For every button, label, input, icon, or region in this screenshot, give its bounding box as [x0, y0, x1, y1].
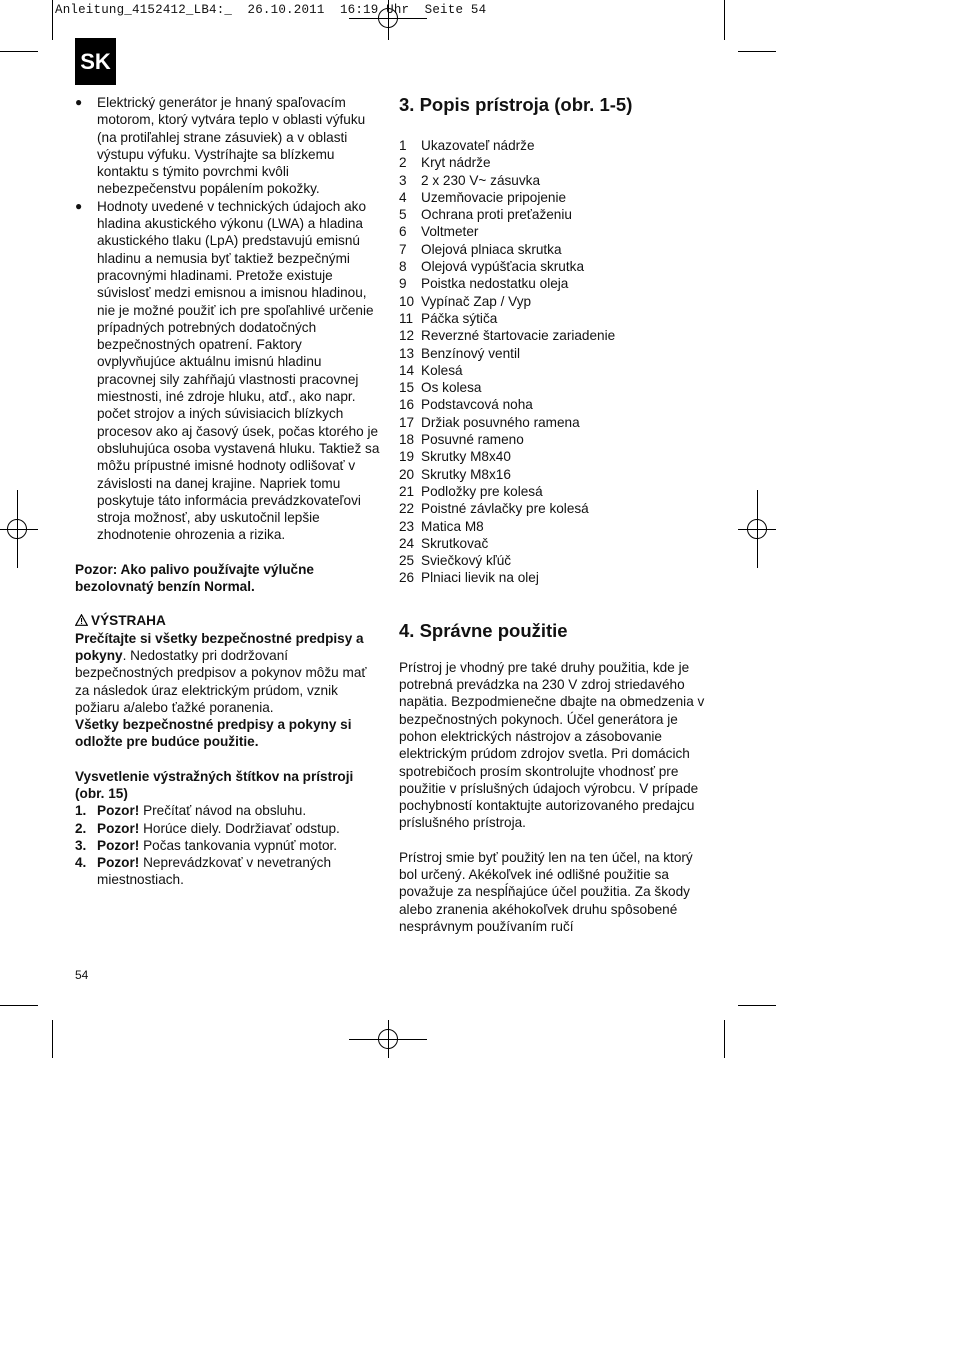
- part-name: Podstavcová noha: [421, 397, 533, 413]
- usage-paragraph: Prístroj smie byť použitý len na ten účel, na ktorý bol určený. Akékoľvek iné odlišné použitie sa považuje za nespĺňajúce účel použitia. Za škody alebo zranenia akéhokoľvek druhu spôsobené nesprávnym používaním ručí: [399, 849, 693, 934]
- crop-mark: [52, 1020, 53, 1058]
- part-number: 5: [399, 207, 407, 223]
- parts-list-item: [399, 448, 709, 465]
- part-name: Matica M8: [421, 518, 484, 534]
- part-name: Skrutky M8x40: [421, 449, 511, 465]
- part-name: Reverzné štartovacie zariadenie: [421, 328, 616, 344]
- part-number: 13: [399, 345, 415, 361]
- bullet-item: [75, 94, 380, 198]
- page-number: 54: [75, 968, 89, 982]
- warning-keep-note: Všetky bezpečnostné predpisy a pokyny si odložte pre budúce použitie.: [75, 717, 352, 750]
- part-number: 22: [399, 501, 415, 517]
- parts-list-item: [399, 345, 709, 362]
- crop-mark: [738, 1005, 776, 1006]
- crop-mark: [724, 1020, 725, 1058]
- part-name: Ukazovateľ nádrže: [421, 138, 535, 153]
- part-name: Poistné závlačky pre kolesá: [421, 501, 589, 517]
- part-number: 25: [399, 553, 415, 569]
- part-name: Benzínový ventil: [421, 345, 520, 361]
- part-number: 10: [399, 293, 415, 309]
- part-name: Vypínač Zap / Vyp: [421, 293, 532, 309]
- fuel-note: Pozor: Ako palivo používajte výlučne bezolovnatý benzín Normal.: [75, 561, 314, 595]
- list-item: 1. Pozor! Prečítať návod na obsluhu.: [75, 803, 307, 819]
- parts-list-item: [399, 518, 709, 535]
- warning-triangle-icon: [75, 614, 88, 626]
- parts-list-item: [399, 535, 709, 552]
- part-number: 20: [399, 466, 415, 482]
- left-column: [75, 94, 380, 889]
- part-number: 15: [399, 380, 415, 396]
- part-name: Uzemňovacie pripojenie: [421, 189, 567, 205]
- part-number: 17: [399, 414, 415, 430]
- section-4-title: 4. Správne použitie: [399, 619, 568, 641]
- parts-list-item: [399, 293, 709, 310]
- parts-list-item: [399, 137, 709, 154]
- part-number: 24: [399, 535, 415, 551]
- language-badge: SK: [75, 38, 116, 85]
- crop-mark: [52, 0, 53, 40]
- part-number: 2: [399, 155, 407, 171]
- warning-paragraph: [75, 630, 380, 716]
- section-3-title: 3. Popis prístroja (obr. 1-5): [399, 94, 633, 115]
- part-number: 12: [399, 328, 415, 344]
- right-column: [399, 94, 709, 935]
- part-name: Sviečkový kľúč: [421, 553, 512, 569]
- parts-list-item: [399, 172, 709, 189]
- bullet-text: Hodnoty uvedené v technických údajoch ako hladina akustického výkonu (LWA) a hladina akustického tlaku (LpA) predstavujú emisnú hladinu a nemusia byť taktiež bezpečnými pracovnými hladinami. Pretože existuje súvislosť medzi emisnou a imisnou hladinou, nie je možné použiť ich pre spoľahlivé určenie prípadných potrebných dodatočných bezpečnostných opatrení. Faktory ovplyvňujúce aktuálnu imisnú hladinu pracovnej sily zahŕňajú vlastnosti pracovnej miestnosti, iné zdroje hluku, atď., ako napr. počet strojov a iných súvisiacich blízkych procesov ako aj časový úsek, počas ktorého je obsluhujúca osoba vystavená hluku. Taktiež sa môžu prípustné imisné hodnoty odlišovať v závislosti na danej krajine. Napriek tomu poskytuje táto informácia prevádzkovateľovi stroja možnosť, aby uskutočnil lepšie zhodnotenie ohrozenia a rizika.: [97, 198, 380, 543]
- parts-list-item: [399, 483, 709, 500]
- part-number: 11: [399, 310, 414, 326]
- part-number: 9: [399, 276, 407, 292]
- part-number: 16: [399, 397, 415, 413]
- bullet-item: [75, 198, 380, 544]
- part-name: Páčka sýtiča: [421, 310, 498, 326]
- part-name: Poistka nedostatku oleja: [421, 276, 569, 292]
- parts-list-item: [399, 414, 709, 431]
- part-name: Ochrana proti preťaženiu: [421, 207, 572, 223]
- parts-list-item: [399, 552, 709, 569]
- parts-list-item: [399, 275, 709, 292]
- parts-list: [399, 137, 709, 587]
- parts-list-item: [399, 431, 709, 448]
- part-name: Olejová vypúšťacia skrutka: [421, 259, 585, 275]
- crop-mark: [0, 51, 38, 52]
- print-slug: Anleitung_4152412_LB4:_ 26.10.2011 16:19 Uhr Seite 54: [55, 3, 487, 17]
- part-name: Posuvné rameno: [421, 432, 524, 448]
- list-item: 4. Pozor! Neprevádzkovať v nevetraných miestnostiach.: [75, 855, 332, 888]
- part-name: 2 x 230 V~ zásuvka: [421, 172, 541, 188]
- list-item: 3. Pozor! Počas tankovania vypnúť motor.: [75, 837, 338, 853]
- parts-list-item: [399, 206, 709, 223]
- parts-list-item: [399, 362, 709, 379]
- list-item: 2. Pozor! Horúce diely. Dodržiavať odstup.: [75, 820, 340, 836]
- warning-title: VÝSTRAHA: [91, 613, 166, 629]
- parts-list-item: [399, 466, 709, 483]
- part-number: 21: [399, 483, 415, 499]
- part-name: Kolesá: [421, 362, 463, 378]
- part-number: 8: [399, 259, 407, 275]
- bullet-icon: ●: [75, 95, 83, 109]
- crop-mark: [724, 0, 725, 40]
- part-name: Plniaci lievik na olej: [421, 570, 539, 586]
- part-number: 26: [399, 570, 415, 586]
- parts-list-item: [399, 500, 709, 517]
- part-name: Podložky pre kolesá: [421, 483, 543, 499]
- parts-list-item: [399, 154, 709, 171]
- labels-heading: Vysvetlenie výstražných štítkov na prístroji (obr. 15): [75, 768, 354, 801]
- parts-list-item: [399, 189, 709, 206]
- part-number: 7: [399, 241, 407, 257]
- parts-list-item: [399, 396, 709, 413]
- part-number: 23: [399, 518, 415, 534]
- parts-list-item: [399, 379, 709, 396]
- part-number: 6: [399, 224, 407, 240]
- part-name: Skrutky M8x16: [421, 466, 511, 482]
- part-number: 4: [399, 189, 407, 205]
- parts-list-item: [399, 327, 709, 344]
- part-number: 14: [399, 362, 415, 378]
- crop-mark: [0, 1005, 38, 1006]
- warning-heading: [75, 612, 380, 629]
- parts-list-item: [399, 223, 709, 240]
- usage-paragraph: Prístroj je vhodný pre také druhy použitia, kde je potrebná prevádzka na 230 V zdroj striedavého napätia. Bezpodmienečne dbajte na obmedzenia v bezpečnostných pokynoch. Účel generátora je pohon elektrických nástrojov a zásobovanie elektrickým prúdom zdrojov svetla. Pri domácich spotrebičoch prosím skontrolujte vhodnosť pre použitie v príslušných údajoch výrobcu. V prípade pochybností kontaktujte autorizovaného predajcu príslušného prístroja.: [399, 659, 705, 831]
- parts-list-item: [399, 310, 709, 327]
- bullet-icon: ●: [75, 198, 83, 213]
- part-number: 3: [399, 172, 407, 188]
- labels-list: [75, 802, 380, 888]
- parts-list-item: [399, 569, 709, 586]
- part-name: Olejová plniaca skrutka: [421, 241, 562, 257]
- part-name: Voltmeter: [421, 224, 479, 240]
- part-number: 1: [399, 138, 407, 153]
- part-name: Os kolesa: [421, 380, 482, 396]
- part-number: 18: [399, 432, 415, 448]
- part-name: Držiak posuvného ramena: [421, 414, 580, 430]
- bullet-text: Elektrický generátor je hnaný spaľovacím motorom, ktorý vytvára teplo v oblasti výfuku (na protiľahlej strane zásuviek) a v oblasti výstupu výfuku. Vystríhajte sa blízkemu kontaktu s týmito povrchmi kvôli nebezpečenstvu popálením pokožky.: [97, 95, 366, 197]
- warning-bold: Prečítajte si všetky bezpečnostné predpisy a pokyny: [75, 630, 364, 663]
- parts-list-item: [399, 241, 709, 258]
- part-number: 19: [399, 449, 415, 465]
- part-name: Skrutkovač: [421, 535, 489, 551]
- warning-text: . Nedostatky pri dodržovaní bezpečnostných predpisov a pokynov môžu mať za následok úraz elektrickým prúdom, vznik požiaru a/alebo ťažké poranenia.: [75, 647, 367, 715]
- part-name: Kryt nádrže: [421, 155, 491, 171]
- crop-mark: [738, 51, 776, 52]
- parts-list-item: [399, 258, 709, 275]
